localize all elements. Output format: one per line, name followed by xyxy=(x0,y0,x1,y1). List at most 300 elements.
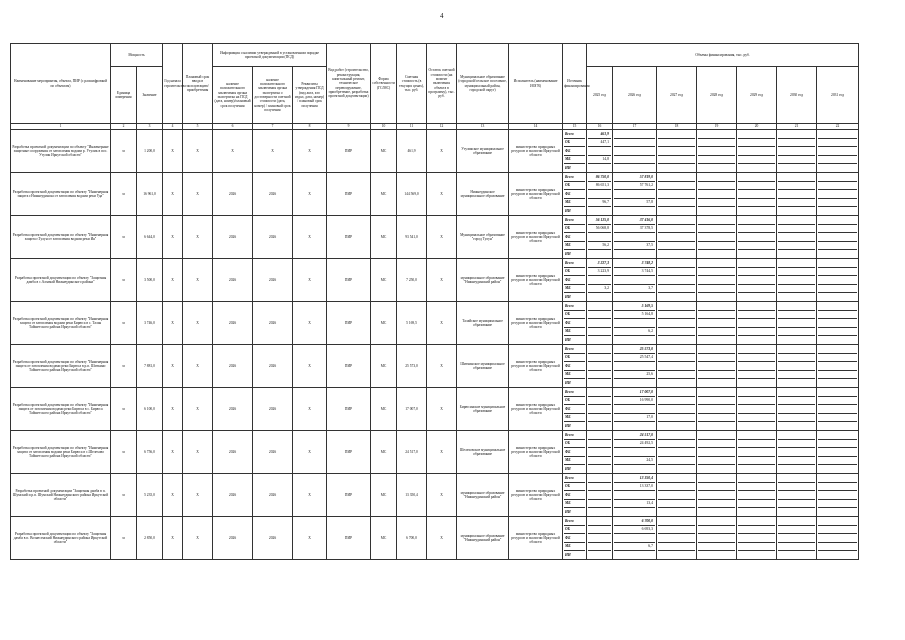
financing-value: 3 744,5 xyxy=(641,269,654,274)
psd-existence-cell: 2026 xyxy=(213,474,253,517)
capacity-value: 6 644,0 xyxy=(137,216,163,259)
financing-source-cell xyxy=(563,130,587,173)
remaining-cell: Х xyxy=(427,517,457,560)
financing-table xyxy=(10,43,859,560)
cost-cell: 7 250,0 xyxy=(397,259,427,302)
source-label: Всего xyxy=(565,131,574,136)
remaining-cell: Х xyxy=(427,259,457,302)
source-label: Всего xyxy=(565,432,574,437)
header-remaining: Остаток сметной стоимости (на момент включения объекта в программу), тыс. руб. xyxy=(427,44,457,124)
financing-year-cell xyxy=(777,388,817,431)
unit-cell: м xyxy=(111,431,137,474)
column-number: 10 xyxy=(371,124,397,130)
financing-year-cell xyxy=(657,130,697,173)
financing-value: 14,8 xyxy=(602,157,610,162)
financing-year-cell xyxy=(737,130,777,173)
psd-reliability-cell: 2026 xyxy=(253,173,293,216)
column-number: 8 xyxy=(293,124,327,130)
source-label: Всего xyxy=(565,346,574,351)
financing-source-cell xyxy=(563,431,587,474)
ownership-cell: МС xyxy=(371,388,397,431)
financing-value: 57 761,2 xyxy=(639,183,654,188)
ownership-cell: МС xyxy=(371,302,397,345)
header-source: Источник финансирования xyxy=(563,44,587,124)
financing-source-cell xyxy=(563,259,587,302)
executor-cell: министерство природных ресурсов и экологии Иркутской области xyxy=(509,173,563,216)
remaining-cell: Х xyxy=(427,388,457,431)
header-financing: Объемы финансирования, тыс. руб. xyxy=(587,44,859,67)
executor-cell: министерство природных ресурсов и экологии Иркутской области xyxy=(509,302,563,345)
table-row xyxy=(11,345,859,388)
financing-value: 13 337,0 xyxy=(639,484,654,489)
source-label: ФБ xyxy=(565,277,571,282)
financing-year-cell xyxy=(587,259,613,302)
source-label: ОБ xyxy=(565,484,570,489)
financing-year-cell xyxy=(613,517,657,560)
financing-value: 461,9 xyxy=(600,131,610,136)
financing-year-cell xyxy=(613,302,657,345)
source-label: ФБ xyxy=(565,535,571,540)
header-year-2026: 2026 год xyxy=(613,67,657,124)
executor-cell: министерство природных ресурсов и экологии Иркутской области xyxy=(509,474,563,517)
work-type-cell: ПИР xyxy=(327,345,371,388)
psd-reliability-cell: 2026 xyxy=(253,259,293,302)
psd-reliability-cell: 2026 xyxy=(253,302,293,345)
financing-year-cell xyxy=(587,474,613,517)
capacity-value: 3 746,0 xyxy=(137,302,163,345)
work-type-cell: ПИР xyxy=(327,130,371,173)
header-name: Наименование мероприятия, объекта, ПИР (с расшифровкой по объектам) xyxy=(11,44,111,124)
psd-approval-cell: Х xyxy=(293,431,327,474)
year-start-cell: Х xyxy=(163,517,183,560)
object-name: Разработка проектной документации по объекту "Инженерная защита г.Тулун от затопления водами реки Ия" xyxy=(11,216,111,259)
source-label: МБ xyxy=(565,200,571,205)
ownership-cell: МС xyxy=(371,517,397,560)
object-name: Разработка проектной документации по объекту "Защитная дамба в п. Вознесенский Нижнеудинского района Иркутской области" xyxy=(11,517,111,560)
financing-year-cell xyxy=(587,216,613,259)
financing-value: 6,2 xyxy=(648,329,654,334)
header-year-2027: 2027 год xyxy=(657,67,697,124)
financing-year-cell xyxy=(777,302,817,345)
financing-year-cell xyxy=(777,173,817,216)
unit-cell: м xyxy=(111,130,137,173)
ownership-cell: МС xyxy=(371,431,397,474)
plan-deadline-cell: Х xyxy=(183,517,213,560)
financing-value: 16 990,0 xyxy=(639,398,654,403)
column-number: 16 xyxy=(587,124,613,130)
psd-existence-cell: 2026 xyxy=(213,388,253,431)
municipality-cell: муниципальное образование "Нижнеудинский район" xyxy=(457,474,509,517)
psd-approval-cell: Х xyxy=(293,302,327,345)
financing-source-cell xyxy=(563,173,587,216)
source-label: ОБ xyxy=(565,398,570,403)
column-number: 1 xyxy=(11,124,111,130)
header-plan-deadline: Плановый срок ввода в эксплуатацию/приобретения xyxy=(183,44,213,124)
remaining-cell: Х xyxy=(427,173,457,216)
header-year-2030: 2030 год xyxy=(777,67,817,124)
financing-year-cell xyxy=(613,216,657,259)
source-label: ИИ xyxy=(565,510,571,515)
plan-deadline-cell: Х xyxy=(183,130,213,173)
cost-cell: 461,9 xyxy=(397,130,427,173)
financing-year-cell xyxy=(817,345,859,388)
financing-source-cell xyxy=(563,517,587,560)
financing-year-cell xyxy=(737,173,777,216)
capacity-value: 5 235,0 xyxy=(137,474,163,517)
financing-value: 3 748,2 xyxy=(641,260,654,265)
year-start-cell: Х xyxy=(163,130,183,173)
object-name: Разработка проектной документации по объекту "Защитная дамба в с.Алзамай Нижнеудинского района" xyxy=(11,259,111,302)
financing-year-cell xyxy=(737,517,777,560)
column-number: 17 xyxy=(613,124,657,130)
ownership-cell: МС xyxy=(371,216,397,259)
cost-cell: 24 517,0 xyxy=(397,431,427,474)
object-name: Разработка проектной документации по объекту "Инженерные защитные сооружения от затопления водами р. Утулик в пос. Утулик Иркутской области" xyxy=(11,130,111,173)
financing-value: 3 227,3 xyxy=(597,260,610,265)
source-label: Всего xyxy=(565,303,574,308)
psd-approval-cell: Х xyxy=(293,474,327,517)
source-label: ИИ xyxy=(565,252,571,257)
financing-source-cell xyxy=(563,474,587,517)
financing-year-cell xyxy=(697,431,737,474)
source-label: ИИ xyxy=(565,381,571,386)
financing-year-cell xyxy=(697,345,737,388)
source-label: Всего xyxy=(565,475,574,480)
source-label: МБ xyxy=(565,286,571,291)
executor-cell: министерство природных ресурсов и экологии Иркутской области xyxy=(509,345,563,388)
object-name: Разработка проектной документации по объекту "Инженерная защита г.Нижнеудинска от затопления водами реки Уда" xyxy=(11,173,111,216)
executor-cell: министерство природных ресурсов и экологии Иркутской области xyxy=(509,517,563,560)
cost-cell: 5 169,5 xyxy=(397,302,427,345)
psd-existence-cell: 2026 xyxy=(213,259,253,302)
column-number: 6 xyxy=(213,124,253,130)
ownership-cell: МС xyxy=(371,474,397,517)
plan-deadline-cell: Х xyxy=(183,173,213,216)
municipality-cell: Муниципальное образование "город Тулун" xyxy=(457,216,509,259)
financing-year-cell xyxy=(737,431,777,474)
financing-value: 6 693,3 xyxy=(641,527,654,532)
source-label: Всего xyxy=(565,389,574,394)
financing-year-cell xyxy=(697,517,737,560)
source-label: ФБ xyxy=(565,320,571,325)
financing-year-cell xyxy=(737,216,777,259)
financing-year-cell xyxy=(613,345,657,388)
financing-value: 86 651,3 xyxy=(595,183,610,188)
source-label: ОБ xyxy=(565,140,570,145)
financing-year-cell xyxy=(613,431,657,474)
financing-value: 96,7 xyxy=(602,200,610,205)
source-label: МБ xyxy=(565,415,571,420)
table-row xyxy=(11,173,859,216)
financing-value: 37 378,5 xyxy=(639,226,654,231)
year-start-cell: Х xyxy=(163,173,183,216)
remaining-cell: Х xyxy=(427,130,457,173)
municipality-cell: Бирюсинское муниципальное образование xyxy=(457,388,509,431)
object-name: Разработка проектной документации по объекту "Инженерная защита от затопления водами реки Бирюса в с.Шелехово Тайшетского района Иркутской области" xyxy=(11,431,111,474)
financing-value: 57,8 xyxy=(646,200,654,205)
psd-approval-cell: Х xyxy=(293,173,327,216)
financing-value: 17,0 xyxy=(646,415,654,420)
header-year-2028: 2028 год xyxy=(697,67,737,124)
financing-year-cell xyxy=(817,130,859,173)
column-number: 19 xyxy=(697,124,737,130)
work-type-cell: ПИР xyxy=(327,388,371,431)
header-psd-info: Информация о наличии утвержденной в установленном порядке проектной документации (ПСД) xyxy=(213,44,327,67)
financing-value: 5 164,8 xyxy=(641,312,654,317)
financing-year-cell xyxy=(817,431,859,474)
unit-cell: м xyxy=(111,173,137,216)
financing-value: 37 416,0 xyxy=(639,217,654,222)
psd-existence-cell: 2026 xyxy=(213,173,253,216)
financing-value: 37,5 xyxy=(646,243,654,248)
executor-cell: министерство природных ресурсов и экологии Иркутской области xyxy=(509,431,563,474)
financing-year-cell xyxy=(777,345,817,388)
financing-year-cell xyxy=(587,388,613,431)
financing-value: 25 573,0 xyxy=(639,346,654,351)
executor-cell: министерство природных ресурсов и экологии Иркутской области xyxy=(509,259,563,302)
financing-value: 13,4 xyxy=(646,501,654,506)
financing-value: 3 223,9 xyxy=(597,269,610,274)
capacity-value: 7 881,0 xyxy=(137,345,163,388)
capacity-value: 6 756,0 xyxy=(137,431,163,474)
source-label: МБ xyxy=(565,157,571,162)
work-type-cell: ПИР xyxy=(327,216,371,259)
work-type-cell: ПИР xyxy=(327,431,371,474)
ownership-cell: МС xyxy=(371,259,397,302)
header-year-2031: 2031 год xyxy=(817,67,859,124)
source-label: ФБ xyxy=(565,406,571,411)
capacity-value: 16 961,0 xyxy=(137,173,163,216)
municipality-cell: муниципальное образование "Нижнеудинский район" xyxy=(457,259,509,302)
column-number: 3 xyxy=(137,124,163,130)
year-start-cell: Х xyxy=(163,259,183,302)
psd-existence-cell: Х xyxy=(213,130,253,173)
psd-reliability-cell: 2026 xyxy=(253,345,293,388)
remaining-cell: Х xyxy=(427,216,457,259)
cost-cell: 144 569,0 xyxy=(397,173,427,216)
municipality-cell: Нижнеудинское муниципальное образование xyxy=(457,173,509,216)
financing-source-cell xyxy=(563,388,587,431)
psd-approval-cell: Х xyxy=(293,259,327,302)
financing-year-cell xyxy=(817,216,859,259)
financing-year-cell xyxy=(613,474,657,517)
municipality-cell: Шиткинское муниципальное образование xyxy=(457,345,509,388)
financing-value: 17 007,0 xyxy=(639,389,654,394)
source-label: ОБ xyxy=(565,312,570,317)
column-number: 20 xyxy=(737,124,777,130)
financing-year-cell xyxy=(657,474,697,517)
source-label: МБ xyxy=(565,501,571,506)
year-start-cell: Х xyxy=(163,431,183,474)
header-year-2025: 2025 год xyxy=(587,67,613,124)
source-label: ИИ xyxy=(565,295,571,300)
financing-source-cell xyxy=(563,302,587,345)
financing-value: 5 169,5 xyxy=(641,303,654,308)
financing-year-cell xyxy=(587,431,613,474)
financing-year-cell xyxy=(697,130,737,173)
source-label: ФБ xyxy=(565,492,571,497)
financing-year-cell xyxy=(817,388,859,431)
financing-value: 447,1 xyxy=(600,140,610,145)
psd-existence-cell: 2026 xyxy=(213,517,253,560)
table-row xyxy=(11,259,859,302)
source-label: Всего xyxy=(565,260,574,265)
source-label: ОБ xyxy=(565,269,570,274)
psd-approval-cell: Х xyxy=(293,388,327,431)
financing-year-cell xyxy=(613,173,657,216)
financing-year-cell xyxy=(613,388,657,431)
financing-year-cell xyxy=(657,345,697,388)
financing-value: 25 547,4 xyxy=(639,355,654,360)
header-unit: Единица измерения xyxy=(111,67,137,124)
financing-year-cell xyxy=(737,259,777,302)
plan-deadline-cell: Х xyxy=(183,302,213,345)
psd-approval-cell: Х xyxy=(293,517,327,560)
financing-value: 25,6 xyxy=(646,372,654,377)
source-label: ОБ xyxy=(565,226,570,231)
remaining-cell: Х xyxy=(427,302,457,345)
financing-year-cell xyxy=(613,130,657,173)
financing-year-cell xyxy=(697,216,737,259)
column-number: 18 xyxy=(657,124,697,130)
executor-cell: министерство природных ресурсов и экологии Иркутской области xyxy=(509,388,563,431)
capacity-value: 6 100,0 xyxy=(137,388,163,431)
plan-deadline-cell: Х xyxy=(183,474,213,517)
municipality-cell: муниципальное образование "Нижнеудинский район" xyxy=(457,517,509,560)
source-label: МБ xyxy=(565,243,571,248)
financing-year-cell xyxy=(697,302,737,345)
table-row xyxy=(11,431,859,474)
plan-deadline-cell: Х xyxy=(183,388,213,431)
work-type-cell: ПИР xyxy=(327,259,371,302)
financing-year-cell xyxy=(587,173,613,216)
header-psd-reliability: наличие положительного заключения органа экспертизы о достоверности сметной стоимости (дата, номер) / плановый срок получения xyxy=(253,67,293,124)
source-label: МБ xyxy=(565,544,571,549)
psd-reliability-cell: 2026 xyxy=(253,431,293,474)
unit-cell: м xyxy=(111,345,137,388)
source-label: ФБ xyxy=(565,191,571,196)
table-row xyxy=(11,388,859,431)
financing-year-cell xyxy=(817,173,859,216)
source-label: ИИ xyxy=(565,209,571,214)
source-label: МБ xyxy=(565,329,571,334)
financing-value: 24 517,0 xyxy=(639,432,654,437)
psd-reliability-cell: 2026 xyxy=(253,517,293,560)
unit-cell: м xyxy=(111,517,137,560)
column-number: 5 xyxy=(183,124,213,130)
unit-cell: м xyxy=(111,388,137,431)
year-start-cell: Х xyxy=(163,302,183,345)
financing-year-cell xyxy=(657,517,697,560)
financing-value: 56,2 xyxy=(602,243,610,248)
financing-year-cell xyxy=(697,474,737,517)
psd-existence-cell: 2026 xyxy=(213,345,253,388)
header-work-type: Вид работ (строительство, реконструкция, капитальный ремонт, техническое перевооружение, приобретение, разработка проектной документации) xyxy=(327,44,371,124)
plan-deadline-cell: Х xyxy=(183,431,213,474)
psd-approval-cell: Х xyxy=(293,345,327,388)
financing-year-cell xyxy=(587,517,613,560)
financing-value: 6,7 xyxy=(648,544,654,549)
psd-approval-cell: Х xyxy=(293,216,327,259)
financing-year-cell xyxy=(777,216,817,259)
column-number: 7 xyxy=(253,124,293,130)
source-label: ОБ xyxy=(565,355,570,360)
header-cost: Сметная стоимость (в текущих ценах), тыс. руб. xyxy=(397,44,427,124)
table-row xyxy=(11,474,859,517)
financing-year-cell xyxy=(817,302,859,345)
capacity-value: 3 500,0 xyxy=(137,259,163,302)
cost-cell: 13 350,4 xyxy=(397,474,427,517)
executor-cell: министерство природных ресурсов и экологии Иркутской области xyxy=(509,130,563,173)
unit-cell: м xyxy=(111,302,137,345)
header-capacity: Мощность xyxy=(111,44,163,67)
remaining-cell: Х xyxy=(427,345,457,388)
header-psd-existence: наличие положительного заключения органа экспертизы на ПСД (дата, номер)/плановый срок получения xyxy=(213,67,253,124)
plan-deadline-cell: Х xyxy=(183,259,213,302)
column-number: 4 xyxy=(163,124,183,130)
source-label: ИИ xyxy=(565,338,571,343)
table-row xyxy=(11,130,859,173)
financing-value: 86 750,0 xyxy=(595,174,610,179)
municipality-cell: Шелеховское муниципальное образование xyxy=(457,431,509,474)
source-label: Всего xyxy=(565,217,574,222)
financing-year-cell xyxy=(817,517,859,560)
object-name: Разработка проектной документации "Защитная дамба в п. Шумский и р.п. Шумский Нижнеудинского района Иркутской области" xyxy=(11,474,111,517)
financing-year-cell xyxy=(587,130,613,173)
column-number: 14 xyxy=(509,124,563,130)
header-value: Значение xyxy=(137,67,163,124)
source-label: ОБ xyxy=(565,441,570,446)
header-year-start: Год начала строительства xyxy=(163,44,183,124)
column-number: 22 xyxy=(817,124,859,130)
cost-cell: 17 007,0 xyxy=(397,388,427,431)
source-label: ФБ xyxy=(565,234,571,239)
source-label: ФБ xyxy=(565,449,571,454)
financing-year-cell xyxy=(587,345,613,388)
financing-value: 56 125,0 xyxy=(595,217,610,222)
source-label: ОБ xyxy=(565,527,570,532)
unit-cell: м xyxy=(111,259,137,302)
psd-existence-cell: 2026 xyxy=(213,302,253,345)
plan-deadline-cell: Х xyxy=(183,345,213,388)
work-type-cell: ПИР xyxy=(327,517,371,560)
cost-cell: 25 573,0 xyxy=(397,345,427,388)
ownership-cell: МС xyxy=(371,130,397,173)
column-number: 21 xyxy=(777,124,817,130)
work-type-cell: ПИР xyxy=(327,173,371,216)
source-label: Всего xyxy=(565,518,574,523)
financing-year-cell xyxy=(697,388,737,431)
financing-year-cell xyxy=(697,259,737,302)
source-label: ФБ xyxy=(565,148,571,153)
header-municipality: Муниципальное образование (городской/сельское поселение, муниципальный район, городской округ) xyxy=(457,44,509,124)
psd-reliability-cell: 2026 xyxy=(253,474,293,517)
executor-cell: министерство природных ресурсов и экологии Иркутской области xyxy=(509,216,563,259)
work-type-cell: ПИР xyxy=(327,302,371,345)
ownership-cell: МС xyxy=(371,173,397,216)
remaining-cell: Х xyxy=(427,431,457,474)
header-executor: Исполнитель (наименование ИОГВ) xyxy=(509,44,563,124)
municipality-cell: Талайское муниципальное образование xyxy=(457,302,509,345)
object-name: Разработка проектной документации по объекту "Инженерная защита от затопления водами реки Бирюса в р.п. Шиткино Тайшетского района Иркутской области" xyxy=(11,345,111,388)
psd-existence-cell: 2026 xyxy=(213,431,253,474)
column-number: 15 xyxy=(563,124,587,130)
header-ownership: Форма собственности (ГС/МС) xyxy=(371,44,397,124)
year-start-cell: Х xyxy=(163,216,183,259)
object-name: Разработка проектной документации по объекту "Инженерная защита от затопления водами реки Бирюса в с. Бирюса Тайшетского района Иркутской области" xyxy=(11,388,111,431)
financing-year-cell xyxy=(777,474,817,517)
source-label: ИИ xyxy=(565,467,571,472)
